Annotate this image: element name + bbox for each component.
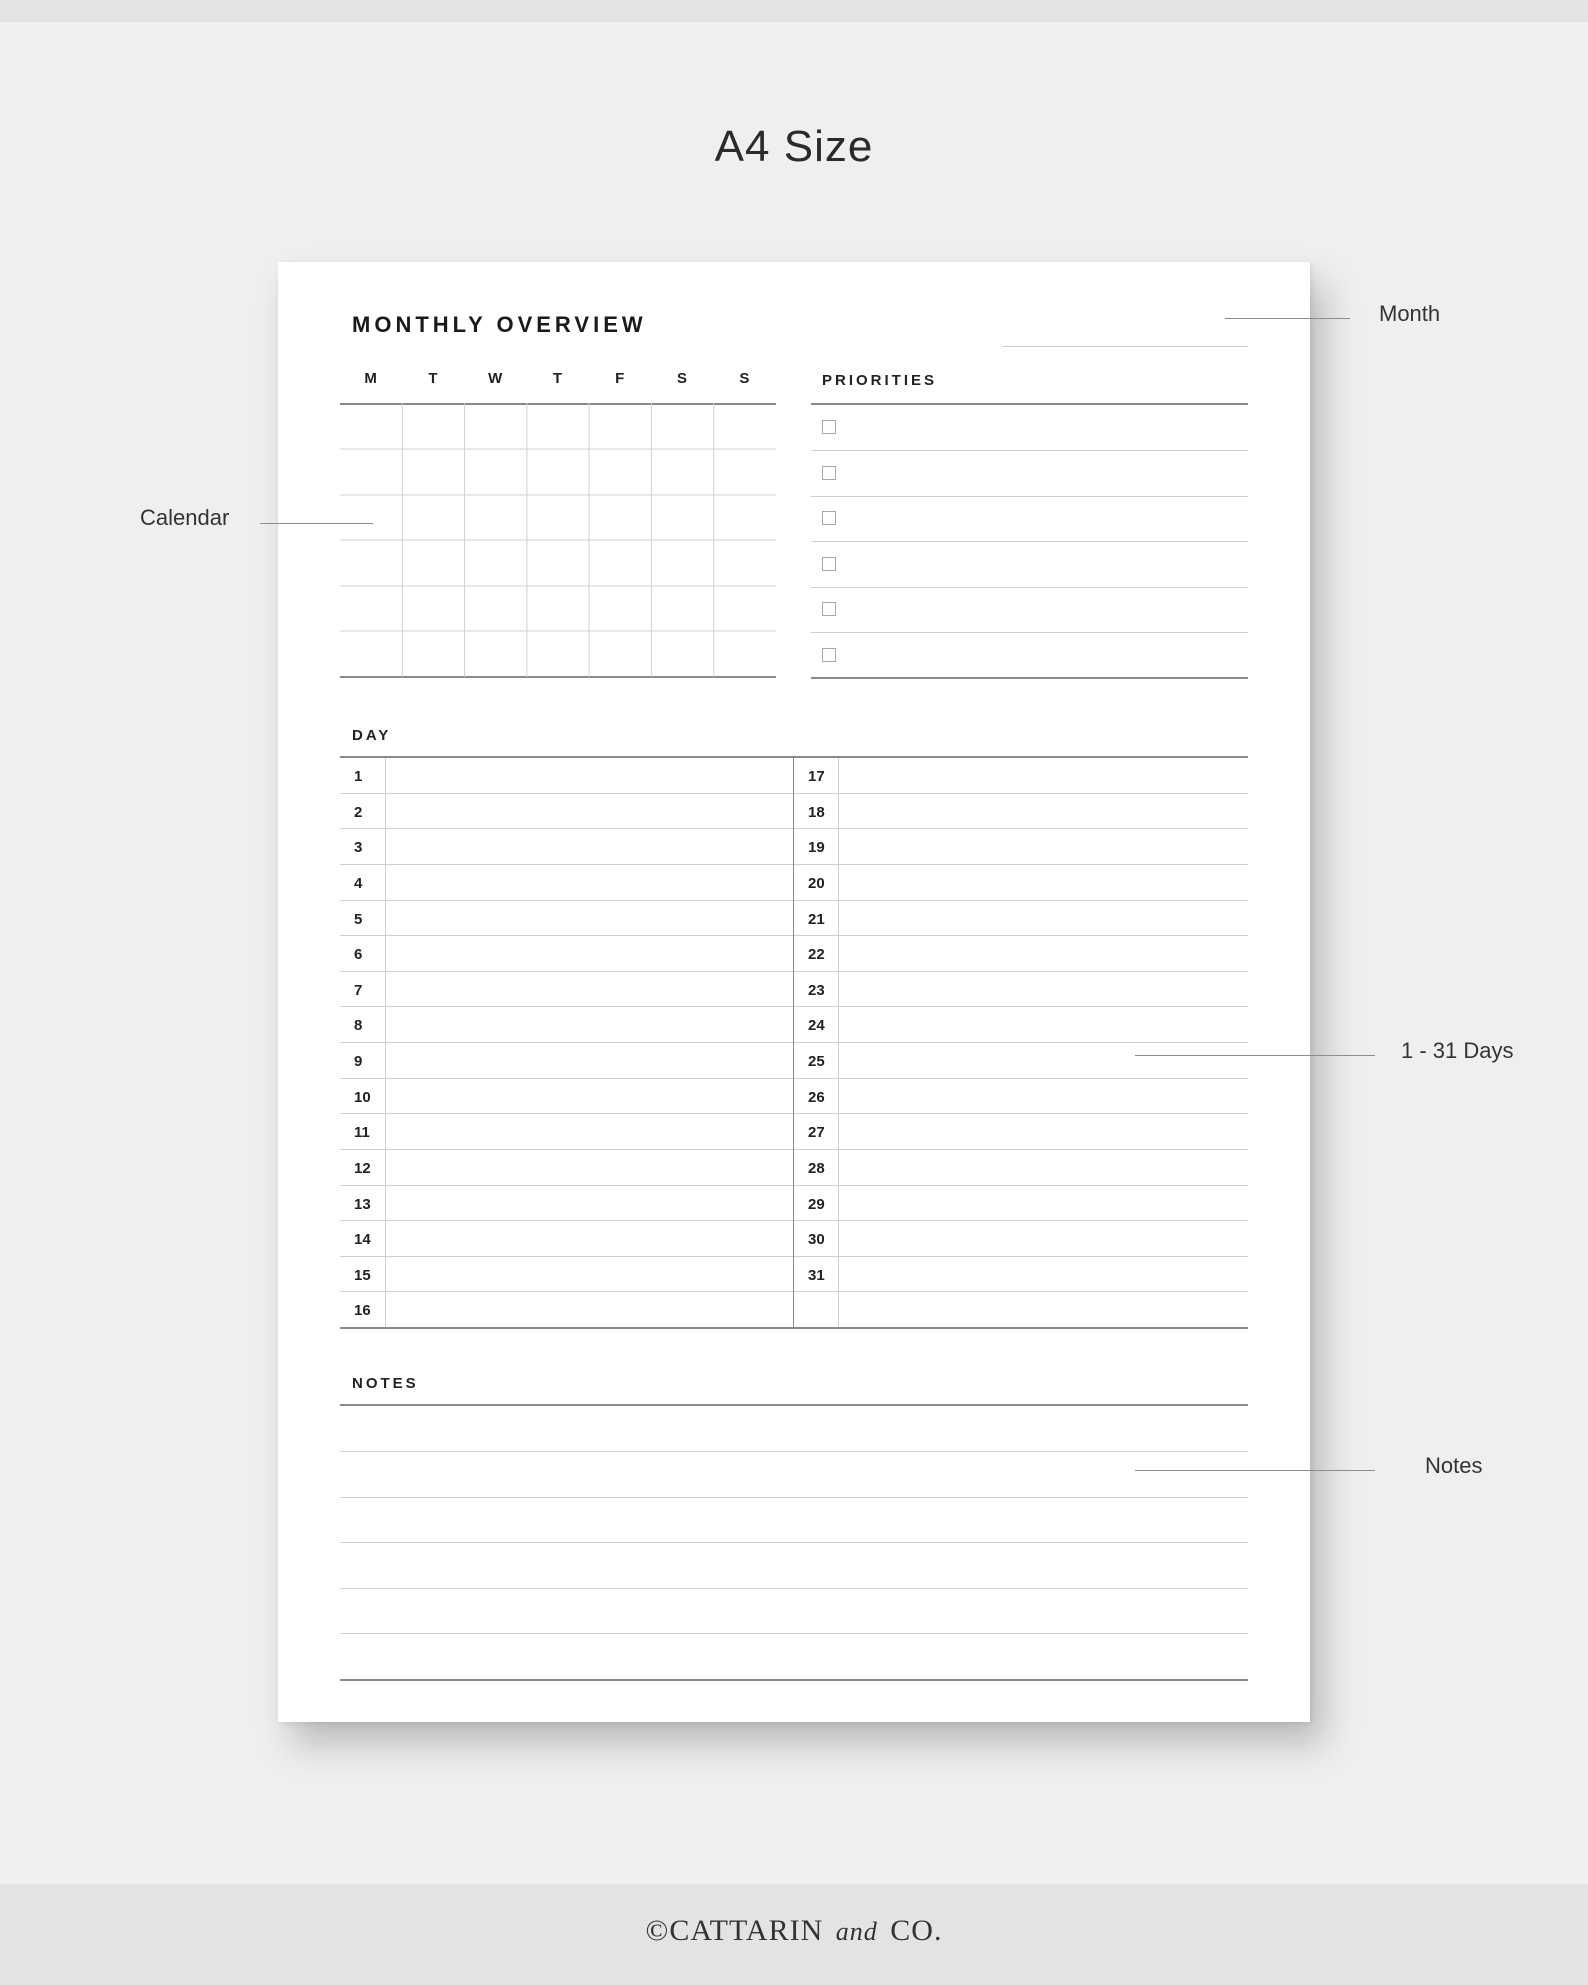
brand-name: ©CATTARIN — [645, 1914, 824, 1947]
priority-item[interactable] — [811, 405, 1248, 451]
weekday-label: S — [739, 370, 751, 387]
day-number: 18 — [808, 803, 825, 821]
day-row[interactable] — [340, 758, 793, 794]
day-row[interactable] — [794, 1043, 1248, 1079]
notes-line — [340, 1497, 1248, 1498]
day-section-title: DAY — [352, 727, 392, 744]
top-strip — [0, 0, 1588, 22]
day-row[interactable] — [794, 1292, 1248, 1328]
page-heading: A4 Size — [714, 122, 874, 171]
priorities-title: PRIORITIES — [822, 372, 938, 389]
notes-line — [340, 1542, 1248, 1543]
day-row[interactable] — [340, 1186, 793, 1222]
brand-suffix: CO. — [890, 1914, 943, 1947]
day-row[interactable] — [340, 1221, 793, 1257]
day-number: 12 — [354, 1159, 371, 1177]
day-row[interactable] — [340, 794, 793, 830]
day-number: 23 — [808, 981, 825, 999]
day-number: 14 — [354, 1231, 371, 1249]
day-row[interactable] — [794, 901, 1248, 937]
calendar-weekday-header — [340, 370, 776, 390]
day-number: 21 — [808, 910, 825, 928]
day-number: 31 — [808, 1266, 825, 1284]
days-callout-label: 1 - 31 Days — [1401, 1038, 1514, 1063]
day-number: 16 — [354, 1302, 371, 1320]
day-number: 30 — [808, 1231, 825, 1249]
weekday-label: T — [428, 370, 439, 387]
weekday-label: S — [677, 370, 689, 387]
calendar-grid — [340, 403, 776, 678]
weekday-label: F — [615, 370, 626, 387]
day-number: 26 — [808, 1088, 825, 1106]
day-row[interactable] — [340, 1114, 793, 1150]
day-row[interactable] — [340, 865, 793, 901]
day-row[interactable] — [794, 1150, 1248, 1186]
day-number: 7 — [354, 981, 363, 999]
day-number: 25 — [808, 1053, 825, 1070]
day-row[interactable] — [794, 1007, 1248, 1043]
month-write-line — [1003, 346, 1248, 347]
day-bottom-rule — [340, 1327, 1248, 1329]
day-row[interactable] — [794, 1114, 1248, 1150]
day-number: 1 — [354, 768, 363, 785]
day-row[interactable] — [340, 901, 793, 937]
day-number: 19 — [808, 839, 825, 857]
weekday-label: M — [364, 370, 378, 387]
day-row[interactable] — [340, 829, 793, 865]
day-row[interactable] — [340, 1150, 793, 1186]
day-column-left — [340, 758, 793, 1328]
day-row[interactable] — [794, 865, 1248, 901]
day-number: 17 — [808, 768, 825, 785]
day-row[interactable] — [794, 936, 1248, 972]
priority-item[interactable] — [811, 587, 1248, 633]
calendar-callout-line — [260, 523, 373, 524]
notes-bottom-rule — [340, 1679, 1248, 1681]
month-callout-line — [1225, 318, 1350, 319]
month-callout-label: Month — [1379, 301, 1441, 326]
notes-line — [340, 1588, 1248, 1589]
brand-and: and — [835, 1917, 878, 1946]
day-number: 6 — [354, 946, 363, 964]
day-row[interactable] — [340, 1007, 793, 1043]
day-number: 3 — [354, 839, 363, 857]
day-row[interactable] — [794, 1079, 1248, 1115]
day-number: 5 — [354, 910, 363, 928]
notes-title: NOTES — [352, 1375, 419, 1392]
priority-item[interactable] — [811, 542, 1248, 588]
calendar-callout-label: Calendar — [140, 505, 230, 530]
days-callout-line — [1135, 1055, 1375, 1056]
day-number: 2 — [354, 803, 363, 821]
checkbox-icon[interactable] — [822, 648, 836, 662]
day-number: 4 — [354, 874, 363, 892]
day-row[interactable] — [340, 1043, 793, 1079]
day-row[interactable] — [340, 1079, 793, 1115]
priority-item[interactable] — [811, 451, 1248, 497]
day-number: 11 — [354, 1124, 370, 1142]
weekday-label: W — [488, 370, 504, 387]
checkbox-icon[interactable] — [822, 511, 836, 525]
day-number: 13 — [354, 1195, 371, 1213]
notes-line — [340, 1451, 1248, 1452]
day-row[interactable] — [794, 1186, 1248, 1222]
notes-callout-line — [1135, 1470, 1375, 1471]
priority-item[interactable] — [811, 496, 1248, 542]
day-number: 20 — [808, 874, 825, 892]
day-number: 8 — [354, 1017, 363, 1035]
day-row[interactable] — [340, 1292, 793, 1328]
day-row[interactable] — [794, 1257, 1248, 1293]
day-number: 15 — [354, 1266, 371, 1284]
checkbox-icon[interactable] — [822, 557, 836, 571]
checkbox-icon[interactable] — [822, 466, 836, 480]
day-number: 10 — [354, 1088, 371, 1106]
day-column-right — [793, 758, 1248, 1328]
day-row[interactable] — [794, 758, 1248, 794]
checkbox-icon[interactable] — [822, 602, 836, 616]
brand-logo — [0, 1914, 1588, 1948]
day-number: 29 — [808, 1195, 825, 1213]
divider — [811, 677, 1248, 679]
checkbox-icon[interactable] — [822, 420, 836, 434]
day-row[interactable] — [794, 829, 1248, 865]
day-row[interactable] — [794, 794, 1248, 830]
sheet-title: MONTHLY OVERVIEW — [352, 312, 647, 337]
weekday-label: T — [552, 370, 564, 387]
day-number: 24 — [808, 1017, 825, 1035]
day-number: 9 — [354, 1053, 363, 1070]
day-row[interactable] — [794, 1221, 1248, 1257]
planner-sheet — [278, 262, 1310, 1722]
day-row[interactable] — [340, 1257, 793, 1293]
notes-callout-label: Notes — [1425, 1453, 1483, 1478]
day-row[interactable] — [340, 972, 793, 1008]
notes-line — [340, 1633, 1248, 1634]
day-number: 22 — [808, 946, 825, 964]
day-number: 28 — [808, 1159, 825, 1177]
day-number: 27 — [808, 1124, 825, 1142]
day-row[interactable] — [340, 936, 793, 972]
notes-top-rule — [340, 1404, 1248, 1406]
day-row[interactable] — [794, 972, 1248, 1008]
priority-item[interactable] — [811, 633, 1248, 679]
